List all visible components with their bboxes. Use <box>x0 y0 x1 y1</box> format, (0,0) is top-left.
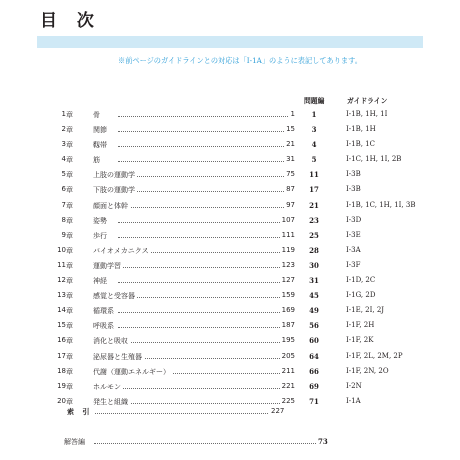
leader-dots <box>118 216 288 223</box>
leader-dots <box>118 261 288 268</box>
problem-page: 25 <box>309 230 319 240</box>
chapter-label: 章 <box>66 111 73 119</box>
chapter-label: 章 <box>66 216 73 225</box>
guideline-code: I-3F <box>346 260 361 269</box>
guideline-code: I-1E, 2I, 2J <box>346 306 385 315</box>
toc-row[interactable] <box>0 273 460 288</box>
leader-dots <box>118 276 288 283</box>
guideline-code: I-3A <box>346 245 361 254</box>
problem-page: 56 <box>309 321 319 331</box>
chapter-title: 姿勢 <box>93 216 107 225</box>
problem-page: 3 <box>311 125 317 135</box>
table-of-contents <box>0 107 460 409</box>
chapter-page: 123 <box>281 260 295 269</box>
chapter-label: 章 <box>66 171 73 180</box>
chapter-title: 下肢の運動学 <box>93 186 135 195</box>
toc-row[interactable] <box>0 243 460 258</box>
answers-entry[interactable] <box>64 437 328 449</box>
chapter-page: 221 <box>281 381 295 390</box>
chapter-title: バイオメカニクス <box>93 246 149 255</box>
chapter-title: 泌尿器と生殖器 <box>93 352 142 361</box>
chapter-page: 21 <box>286 140 295 149</box>
toc-row[interactable] <box>0 349 460 364</box>
chapter-title: 歩行 <box>93 231 107 240</box>
chapter-number: 19 <box>57 381 66 390</box>
toc-row[interactable] <box>0 198 460 213</box>
chapter-number: 7 <box>61 200 66 209</box>
leader-dots <box>118 110 288 117</box>
chapter-number: 4 <box>61 155 66 164</box>
chapter-number: 20 <box>57 396 66 405</box>
chapter-page: 211 <box>281 366 295 375</box>
toc-row[interactable] <box>0 152 460 167</box>
chapter-title: 呼吸系 <box>93 322 114 331</box>
chapter-label: 章 <box>66 231 73 240</box>
guideline-code: I-3D <box>346 215 362 224</box>
chapter-label: 章 <box>66 186 73 195</box>
problem-page: 28 <box>309 245 319 255</box>
chapter-label: 章 <box>66 277 73 286</box>
problem-page: 66 <box>309 366 319 376</box>
leader-dots <box>118 155 288 162</box>
guideline-code: I-3B <box>346 185 361 194</box>
chapter-number: 5 <box>61 170 66 179</box>
answers-label: 解答編 <box>64 438 85 446</box>
chapter-number: 10 <box>57 245 66 254</box>
leader-dots <box>118 170 288 177</box>
leader-dots <box>118 321 288 328</box>
chapter-number: 17 <box>57 351 66 360</box>
chapter-page: 119 <box>281 245 295 254</box>
index-page: 227 <box>271 407 285 415</box>
guideline-code: I-1B, 1H <box>346 125 376 134</box>
problem-page: 69 <box>309 381 319 391</box>
chapter-number: 8 <box>61 215 66 224</box>
leader-dots <box>118 185 288 192</box>
toc-row[interactable] <box>0 333 460 348</box>
chapter-number: 16 <box>57 336 66 345</box>
problem-page: 71 <box>309 396 319 406</box>
index-entry[interactable] <box>64 407 300 419</box>
chapter-page: 169 <box>281 306 295 315</box>
chapter-label: 章 <box>66 126 73 135</box>
chapter-title: 骨 <box>93 111 100 119</box>
guideline-code: I-1B, 1H, 1I <box>346 110 388 118</box>
guideline-code: I-3B <box>346 170 361 179</box>
toc-row[interactable] <box>0 288 460 303</box>
chapter-number: 15 <box>57 321 66 330</box>
toc-row[interactable] <box>0 364 460 379</box>
problem-page: 5 <box>311 155 317 165</box>
leader-dots <box>118 306 288 313</box>
leader-dots <box>118 231 288 238</box>
chapter-label: 章 <box>66 246 73 255</box>
toc-row[interactable] <box>0 213 460 228</box>
guideline-code: I-1D, 2C <box>346 276 376 285</box>
chapter-page: 75 <box>286 170 295 179</box>
chapter-number: 6 <box>61 185 66 194</box>
problem-page: 23 <box>309 215 319 225</box>
chapter-title: 感覚と受容器 <box>93 292 135 301</box>
problem-page: 64 <box>309 351 319 361</box>
toc-row[interactable] <box>0 303 460 318</box>
toc-row[interactable] <box>0 379 460 394</box>
chapter-page: 195 <box>281 336 295 345</box>
answers-page: 73 <box>318 437 328 446</box>
chapter-title: 代謝（運動エネルギー） <box>93 367 170 376</box>
title-underline-bar <box>37 36 423 48</box>
toc-row[interactable] <box>0 318 460 333</box>
problem-page: 45 <box>309 291 319 301</box>
chapter-label: 章 <box>66 141 73 150</box>
leader-dots <box>118 201 288 208</box>
toc-row[interactable] <box>0 182 460 197</box>
chapter-label: 章 <box>66 307 73 316</box>
guideline-code: I-1F, 2H <box>346 321 375 330</box>
chapter-number: 12 <box>57 276 66 285</box>
toc-row[interactable] <box>0 258 460 273</box>
toc-row[interactable] <box>0 122 460 137</box>
chapter-page: 187 <box>281 321 295 330</box>
chapter-page: 15 <box>286 125 295 134</box>
chapter-label: 章 <box>66 397 73 406</box>
problem-page: 30 <box>309 260 319 270</box>
chapter-page: 107 <box>281 215 295 224</box>
chapter-page: 159 <box>281 291 295 300</box>
guideline-code: I-3E <box>346 230 361 239</box>
problem-page: 21 <box>309 200 319 210</box>
chapter-label: 章 <box>66 261 73 270</box>
guideline-code: I-1A <box>346 396 361 405</box>
chapter-number: 2 <box>61 125 66 134</box>
chapter-page: 1 <box>290 110 295 118</box>
toc-row[interactable] <box>0 107 460 122</box>
chapter-page: 31 <box>286 155 295 164</box>
chapter-label: 章 <box>66 201 73 210</box>
toc-row[interactable] <box>0 137 460 152</box>
chapter-label: 章 <box>66 292 73 301</box>
problem-page: 1 <box>311 110 317 119</box>
guideline-code: I-1F, 2N, 2O <box>346 366 389 375</box>
problem-column-header: 問題編 <box>304 97 325 105</box>
chapter-title: 関節 <box>93 126 107 135</box>
chapter-page: 87 <box>286 185 295 194</box>
guideline-code: I-1F, 2K <box>346 336 374 345</box>
leader-dots <box>118 125 288 132</box>
chapter-number: 9 <box>61 230 66 239</box>
chapter-title: 神経 <box>93 277 107 286</box>
chapter-title: ホルモン <box>93 382 121 391</box>
guideline-code: I-1B, 1C <box>346 140 375 149</box>
chapter-page: 225 <box>281 396 295 405</box>
chapter-number: 11 <box>57 260 66 269</box>
chapter-label: 章 <box>66 382 73 391</box>
chapter-page: 205 <box>281 351 295 360</box>
chapter-label: 章 <box>66 367 73 376</box>
chapter-title: 消化と吸収 <box>93 337 128 346</box>
leader-dots <box>118 336 288 343</box>
chapter-label: 章 <box>66 156 73 165</box>
chapter-number: 14 <box>57 306 66 315</box>
toc-row[interactable] <box>0 228 460 243</box>
problem-page: 49 <box>309 306 319 316</box>
chapter-number: 18 <box>57 366 66 375</box>
chapter-page: 97 <box>286 200 295 209</box>
page-title: 目 次 <box>40 11 101 31</box>
index-label: 索 引 <box>67 408 93 416</box>
guideline-code: I-1C, 1H, 1I, 2B <box>346 155 402 164</box>
leader-dots <box>118 291 288 298</box>
leader-dots <box>90 408 268 414</box>
chapter-title: 循環系 <box>93 307 114 316</box>
chapter-title: 筋 <box>93 156 100 165</box>
problem-page: 31 <box>309 276 319 286</box>
guideline-code: I-1F, 2L, 2M, 2P <box>346 351 403 360</box>
chapter-label: 章 <box>66 322 73 331</box>
chapter-number: 13 <box>57 291 66 300</box>
guideline-code: I-1B, 1C, 1H, 1I, 3B <box>346 200 416 209</box>
chapter-title: 発生と組織 <box>93 397 128 406</box>
guideline-code: I-1G, 2D <box>346 291 376 300</box>
problem-page: 4 <box>311 140 317 150</box>
guideline-code: I-2N <box>346 381 362 390</box>
leader-dots <box>118 382 288 389</box>
chapter-page: 111 <box>281 230 295 239</box>
chapter-label: 章 <box>66 337 73 346</box>
chapter-title: 顔面と体幹 <box>93 201 128 210</box>
problem-page: 11 <box>309 170 319 180</box>
chapter-number: 1 <box>61 110 66 118</box>
chapter-title: 上肢の運動学 <box>93 171 135 180</box>
chapter-title: 靱帯 <box>93 141 107 150</box>
leader-dots <box>118 397 288 404</box>
guideline-note: ※前ページのガイドラインとの対応は「I-1A」のように表記してあります。 <box>118 56 362 65</box>
leader-dots <box>118 140 288 147</box>
guideline-column-header: ガイドライン <box>347 97 388 105</box>
problem-page: 17 <box>309 185 319 195</box>
chapter-number: 3 <box>61 140 66 149</box>
toc-row[interactable] <box>0 167 460 182</box>
leader-dots <box>94 438 316 444</box>
chapter-label: 章 <box>66 352 73 361</box>
chapter-title: 運動学習 <box>93 261 121 270</box>
chapter-page: 127 <box>281 276 295 285</box>
problem-page: 60 <box>309 336 319 346</box>
